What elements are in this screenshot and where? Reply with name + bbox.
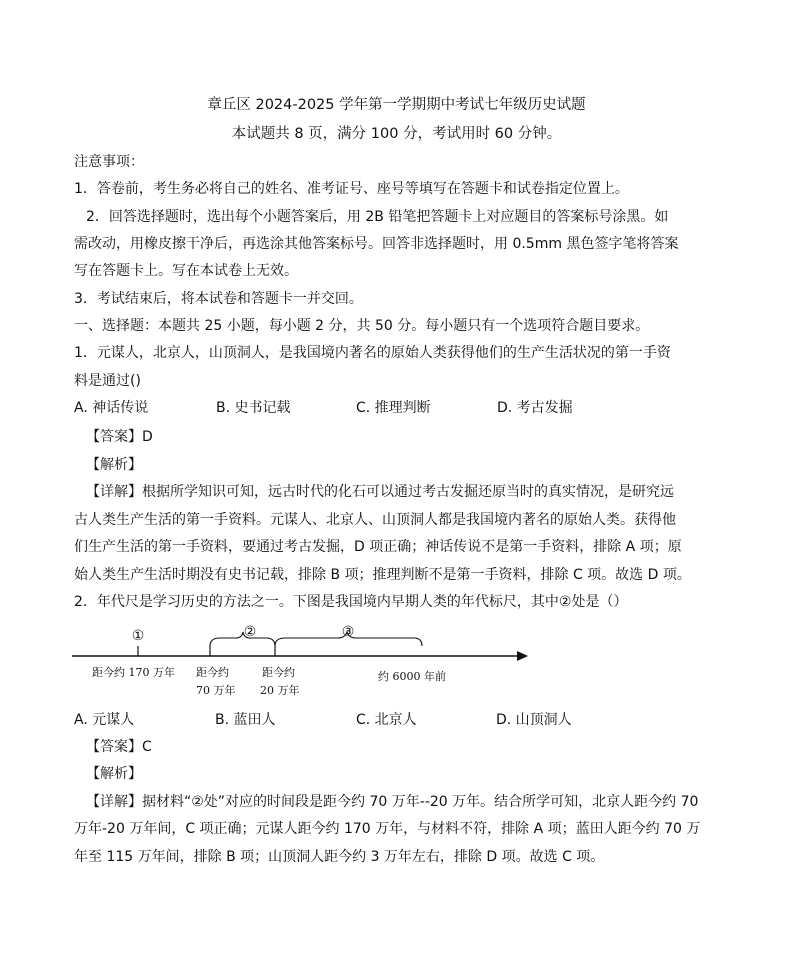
exam-subtitle: 本试题共 8 页，满分 100 分，考试用时 60 分钟。 [231,126,562,142]
note-item: 1．答卷前，考生务必将自己的姓名、准考证号、座号等填写在答题卡和试卷指定位置上。 [74,181,629,197]
timeline-label: 距今约 170 万年 [92,666,175,679]
marker-1: ① [131,628,145,644]
note-item: 2．回答选择题时，选出每个小题答案后，用 2B 铅笔把答题卡上对应题目的答案标号涂黑。如 [86,209,669,225]
note-item: 写在答题卡上。写在本试卷上无效。 [74,263,298,279]
analysis-label: 【解析】 [86,766,142,782]
timeline-label: 70 万年 [196,684,236,697]
timeline-label: 约 6000 年前 [378,670,446,683]
detail-text: 始人类生产生活时期没有史书记载，排除 B 项；推理判断不是第一手资料，排除 C 项。故选 D 项。 [74,567,691,583]
option-a: A. 神话传说 [74,400,149,416]
section-title: 一、选择题：本题共 25 小题，每小题 2 分，共 50 分。每小题只有一个选项符合题目要求。 [74,318,650,334]
notes-heading: 注意事项： [74,154,144,170]
marker-2: ② [243,624,257,640]
option-c: C. 北京人 [356,712,417,728]
option-a: A. 元谋人 [74,712,135,728]
exam-title: 章丘区 2024-2025 学年第一学期期中考试七年级历史试题 [207,97,586,113]
timeline-figure [70,622,540,700]
note-item: 需改动，用橡皮擦干净后，再选涂其他答案标号。回答非选择题时，用 0.5mm 黑色签字笔将答案 [74,236,679,252]
detail-text: 【详解】根据所学知识可知，远古时代的化石可以通过考古发掘还原当时的真实情况，是研究远 [86,484,674,500]
detail-text: 【详解】据材料“②处”对应的时间段是距今约 70 万年--20 万年。结合所学可知，北京人距今约 70 [86,794,699,810]
answer-label: 【答案】C [86,739,152,755]
option-c: C. 推理判断 [356,400,431,416]
note-item: 3．考试结束后，将本试卷和答题卡一并交回。 [74,291,363,307]
question-1-stem: 料是通过() [74,373,141,389]
timeline-label: 距今约 [196,666,229,679]
analysis-label: 【解析】 [86,457,142,473]
answer-label: 【答案】D [86,429,153,445]
detail-text: 年至 115 万年间，排除 B 项；山顶洞人距今约 3 万年左右，排除 D 项。故选 C 项。 [74,849,605,865]
arrow-right-icon [517,651,528,661]
option-b: B. 蓝田人 [215,712,276,728]
marker-3: ③ [341,624,355,640]
detail-text: 古人类生产生活的第一手资料。元谋人、北京人、山顶洞人都是我国境内著名的原始人类。获得他 [74,512,676,528]
detail-text: 万年-20 万年间，C 项正确；元谋人距今约 170 万年，与材料不符，排除 A 项；蓝田人距今约 70 万 [74,821,701,837]
timeline-label: 20 万年 [260,684,300,697]
question-1-stem: 1．元谋人，北京人，山顶洞人，是我国境内著名的原始人类获得他们的生产生活状况的第一手资 [74,345,671,361]
detail-text: 们生产生活的第一手资料，要通过考古发掘，D 项正确；神话传说不是第一手资料，排除 A 项；原 [74,539,682,555]
option-b: B. 史书记载 [216,400,291,416]
option-d: D. 考古发掘 [497,400,573,416]
option-d: D. 山顶洞人 [496,712,572,728]
timeline-label: 距今约 [262,666,295,679]
brace-2 [210,632,275,646]
question-2-stem: 2．年代尺是学习历史的方法之一。下图是我国境内早期人类的年代标尺，其中②处是（） [74,594,628,610]
